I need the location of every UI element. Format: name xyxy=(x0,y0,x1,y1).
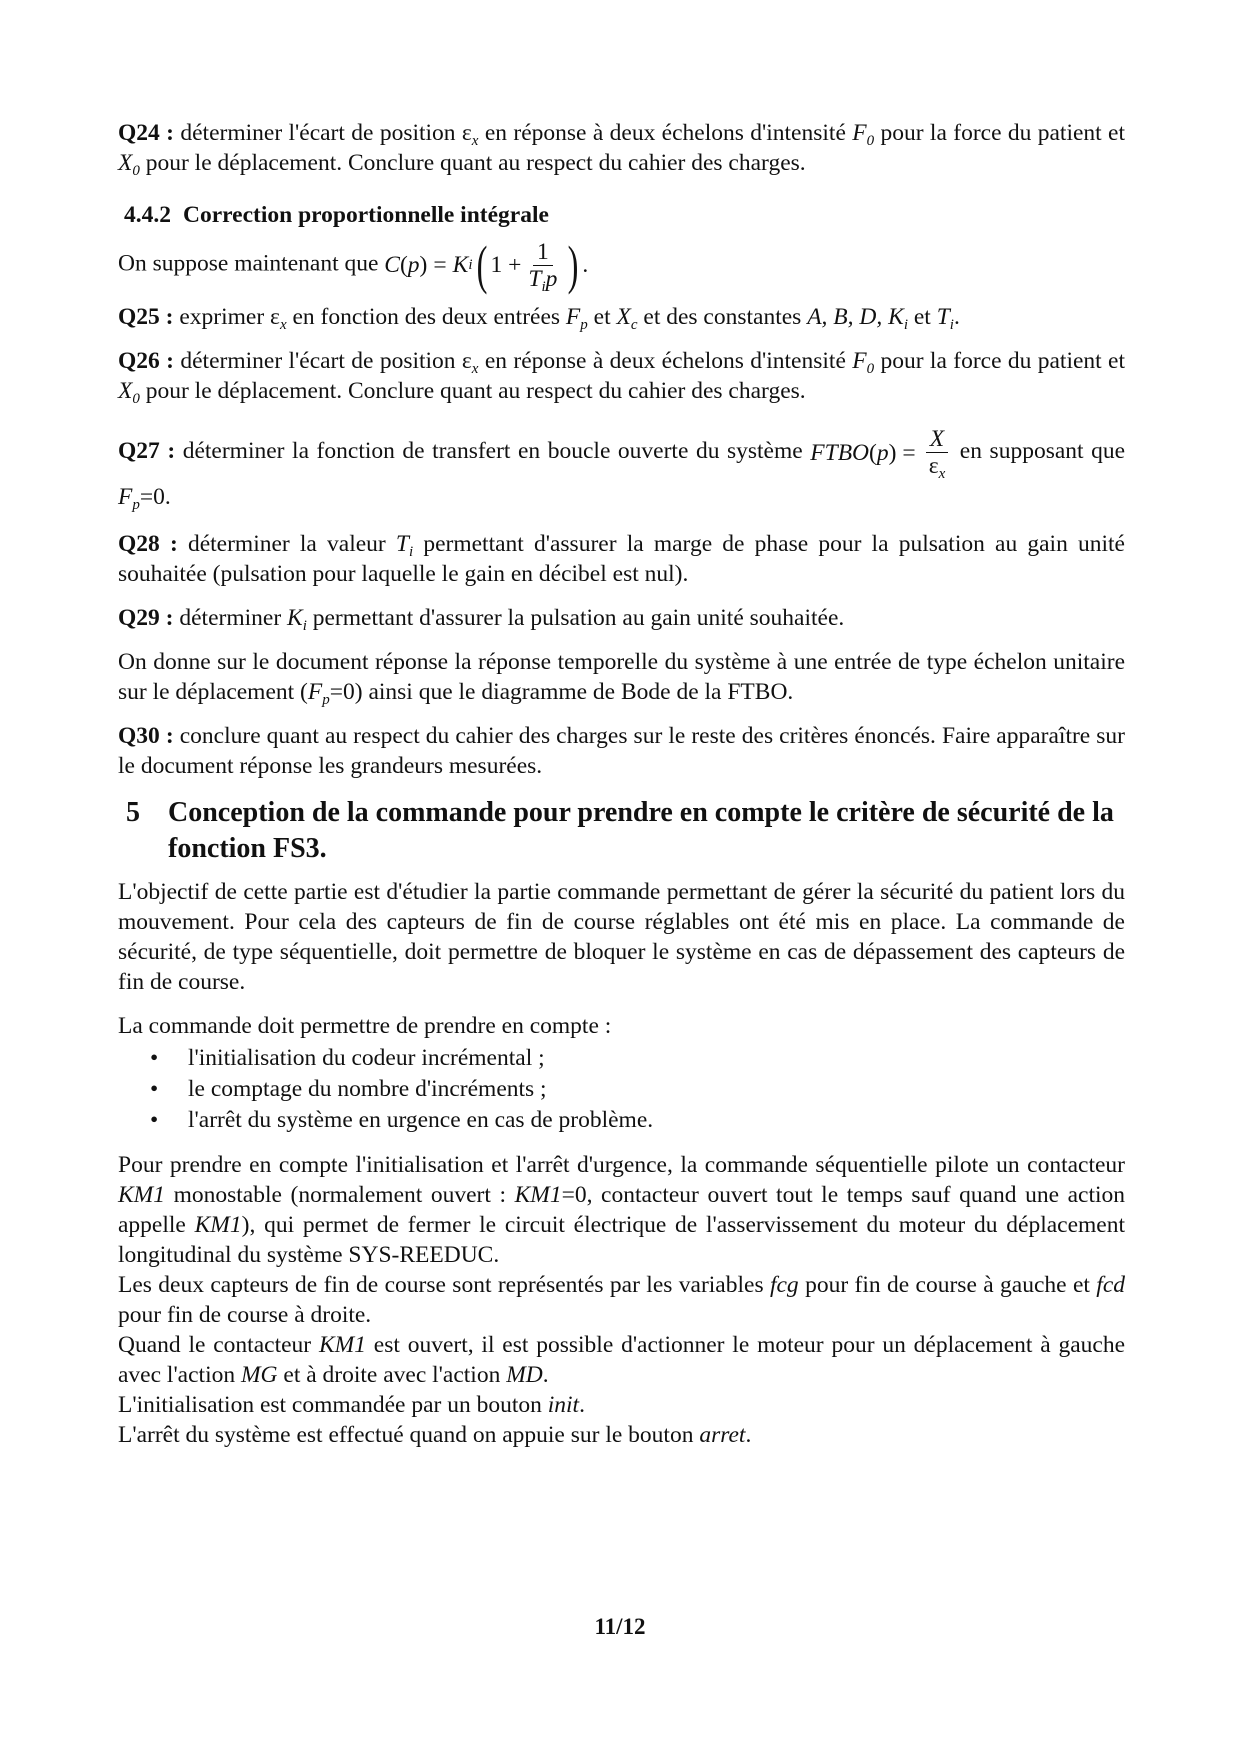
pi-corrector-formula: C ( p ) = K i ( 1 + $\frac{1}{T_ip}$ ) . xyxy=(384,235,589,295)
init-paragraph: L'initialisation est commandée par un bouton init. xyxy=(118,1392,585,1418)
question-label: Q24 : xyxy=(118,120,174,146)
question-q24: Q24 : déterminer l'écart de position $\varepsilon_x$ en réponse à deux échelons d'intensité $F_0$ pour la force du patient et $X_0$ pour le déplacement. Conclure quant au respect du cahier des charges. xyxy=(118,120,1126,179)
question-q26: Q26 : déterminer l'écart de position $\varepsilon_x$ en réponse à deux échelons d'intensité $F_0$ pour la force du patient et $X_0$ pour le déplacement. Conclure quant au respect du cahier des charges. xyxy=(118,348,1126,407)
list-item: • l'initialisation du codeur incrémental ; xyxy=(188,1043,1125,1074)
arret-paragraph: L'arrêt du système est effectué quand on appuie sur le bouton arret. xyxy=(118,1422,752,1448)
km1-paragraph: Pour prendre en compte l'initialisation et l'arrêt d'urgence, la commande séquentielle pilote un contacteur KM1 monostable (normalement ouvert : KM1=0, contacteur ouvert tout le temps sauf quand une action appelle KM1), qui permet de fermer le circuit électrique de l'asservissement du moteur du déplacement longitudinal du système SYS-REEDUC. xyxy=(118,1152,1126,1268)
page-number: 11/12 xyxy=(594,1614,646,1639)
document-reponse-paragraph: On donne sur le document réponse la réponse temporelle du système à une entrée de type échelon unitaire sur le déplacement $(F_p=0)$ ainsi que le diagramme de Bode de la FTBO. xyxy=(118,649,1125,708)
question-q28: Q28 : déterminer la valeur $T_i$ permettant d'assurer la marge de phase pour la pulsation au gain unité souhaitée (pulsation pour laquelle le gain en décibel est nul). xyxy=(118,531,1125,587)
list-item: • l'arrêt du système en urgence en cas de problème. xyxy=(188,1105,1125,1136)
ftbo-formula: FTBO ( p ) = $\frac{X}{\varepsilon_x}$ xyxy=(810,426,952,479)
objectif-paragraph: L'objectif de cette partie est d'étudier la partie commande permettant de gérer la sécurité du patient lors du mouvement. Pour cela des capteurs de fin de course réglables ont été mis en place. La commande de sécurité, de type séquentielle, doit permettre de bloquer le système en cas de dépassement des capteurs de fin de course. xyxy=(118,879,1125,995)
fin-de-course-paragraph: Les deux capteurs de fin de course sont représentés par les variables fcg pour fin de course à gauche et fcd pour fin de course à droite. xyxy=(118,1272,1126,1328)
section-heading-4-4-2: 4.4.2 Correction proportionnelle intégrale xyxy=(124,202,549,228)
actions-paragraph: Quand le contacteur KM1 est ouvert, il est possible d'actionner le moteur pour un déplacement à gauche avec l'action MG et à droite avec l'action MD. xyxy=(118,1332,1126,1388)
question-q25: Q25 : exprimer $\varepsilon_x$ en fonction des deux entrées $F_p$ et $X_c$ et des constantes A, B, D, $K_i$ et $T_i$. xyxy=(118,304,960,333)
list-item: • le comptage du nombre d'incréments ; xyxy=(188,1074,1125,1105)
hypothesis-pi-corrector: On suppose maintenant que C ( p ) = K i ( 1 + $\frac{1}{T_ip}$ ) . xyxy=(118,235,589,295)
question-q30: Q30 : conclure quant au respect du cahier des charges sur le reste des critères énoncés. Faire apparaître sur le document réponse les grandeurs mesurées. xyxy=(118,723,1126,779)
command-requirements-list xyxy=(118,1043,1125,1136)
list-intro: La commande doit permettre de prendre en compte : xyxy=(118,1013,612,1039)
question-q27: Q27 : déterminer la fonction de transfert en boucle ouverte du système FTBO ( p ) = $\frac{X}{\varepsilon_x}$ en supposant que $F_p=0$. xyxy=(118,426,1126,513)
command-description xyxy=(118,1150,1125,1450)
question-q29: Q29 : déterminer $K_i$ permettant d'assurer la pulsation au gain unité souhaitée. xyxy=(118,605,845,634)
section-heading-5: 5 Conception de la commande pour prendre en compte le critère de sécurité de la fonction FS3. xyxy=(126,797,1114,864)
